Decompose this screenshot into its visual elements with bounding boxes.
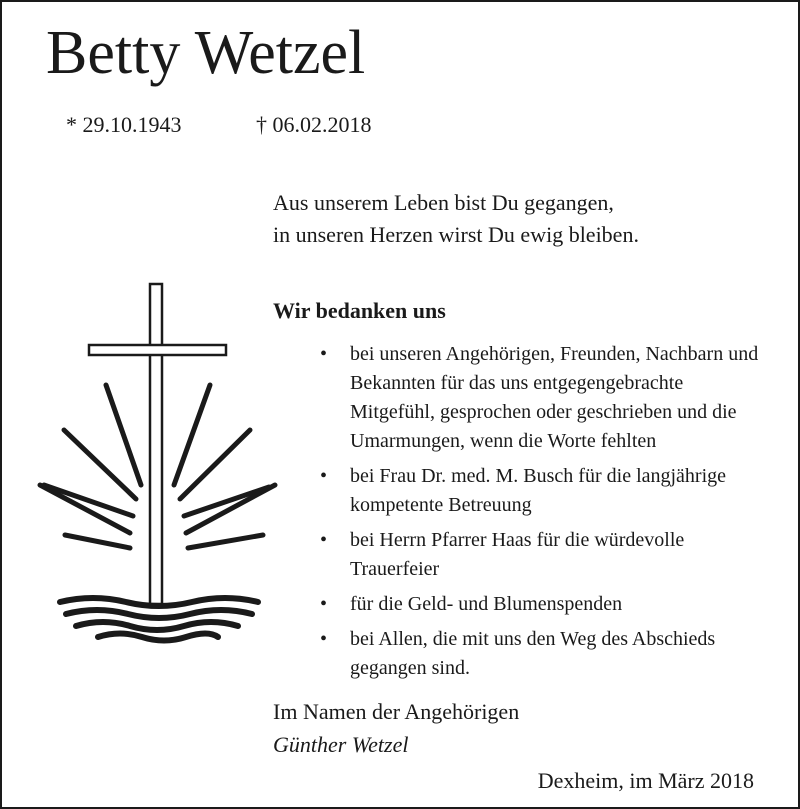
place-date: Dexheim, im März 2018 bbox=[537, 768, 754, 793]
list-item bbox=[320, 590, 760, 619]
list-item-text: für die Geld- und Blumenspenden bbox=[350, 593, 623, 615]
list-item-text: bei unseren Angehörigen, Freunden, Nachbarn und Bekannten für das uns entgegengebrachte Mitgefühl, gesprochen oder geschrieben und die Umarmungen, wenn die Worte fehlten bbox=[350, 343, 759, 452]
list-item bbox=[320, 526, 760, 584]
deceased-name: Betty Wetzel bbox=[46, 19, 366, 87]
death-date: † 06.02.2018 bbox=[256, 112, 372, 137]
bullet-icon: • bbox=[320, 593, 328, 615]
list-item bbox=[320, 340, 760, 456]
verse-line: Aus unserem Leben bist Du gegangen, bbox=[273, 190, 614, 215]
thanks-heading: Wir bedanken uns bbox=[273, 298, 446, 323]
bullet-icon: • bbox=[320, 465, 328, 487]
list-item bbox=[320, 462, 760, 520]
birth-date: * 29.10.1943 bbox=[66, 112, 182, 137]
list-item-text: bei Herrn Pfarrer Haas für die würdevolle Trauerfeier bbox=[350, 529, 685, 580]
list-item-text: bei Frau Dr. med. M. Busch für die langjährige kompetente Betreuung bbox=[350, 465, 727, 516]
cross-sunrise-waves-icon bbox=[32, 280, 282, 650]
list-item-text: bei Allen, die mit uns den Weg des Abschieds gegangen sind. bbox=[350, 628, 716, 679]
bullet-icon: • bbox=[320, 529, 328, 551]
signature: Günther Wetzel bbox=[273, 732, 409, 757]
bullet-icon: • bbox=[320, 343, 328, 365]
closing-line: Im Namen der Angehörigen bbox=[273, 699, 520, 724]
memorial-verse bbox=[273, 187, 639, 251]
thanks-list bbox=[320, 340, 760, 689]
list-item bbox=[320, 625, 760, 683]
verse-line: in unseren Herzen wirst Du ewig bleiben. bbox=[273, 222, 639, 247]
bullet-icon: • bbox=[320, 628, 328, 650]
